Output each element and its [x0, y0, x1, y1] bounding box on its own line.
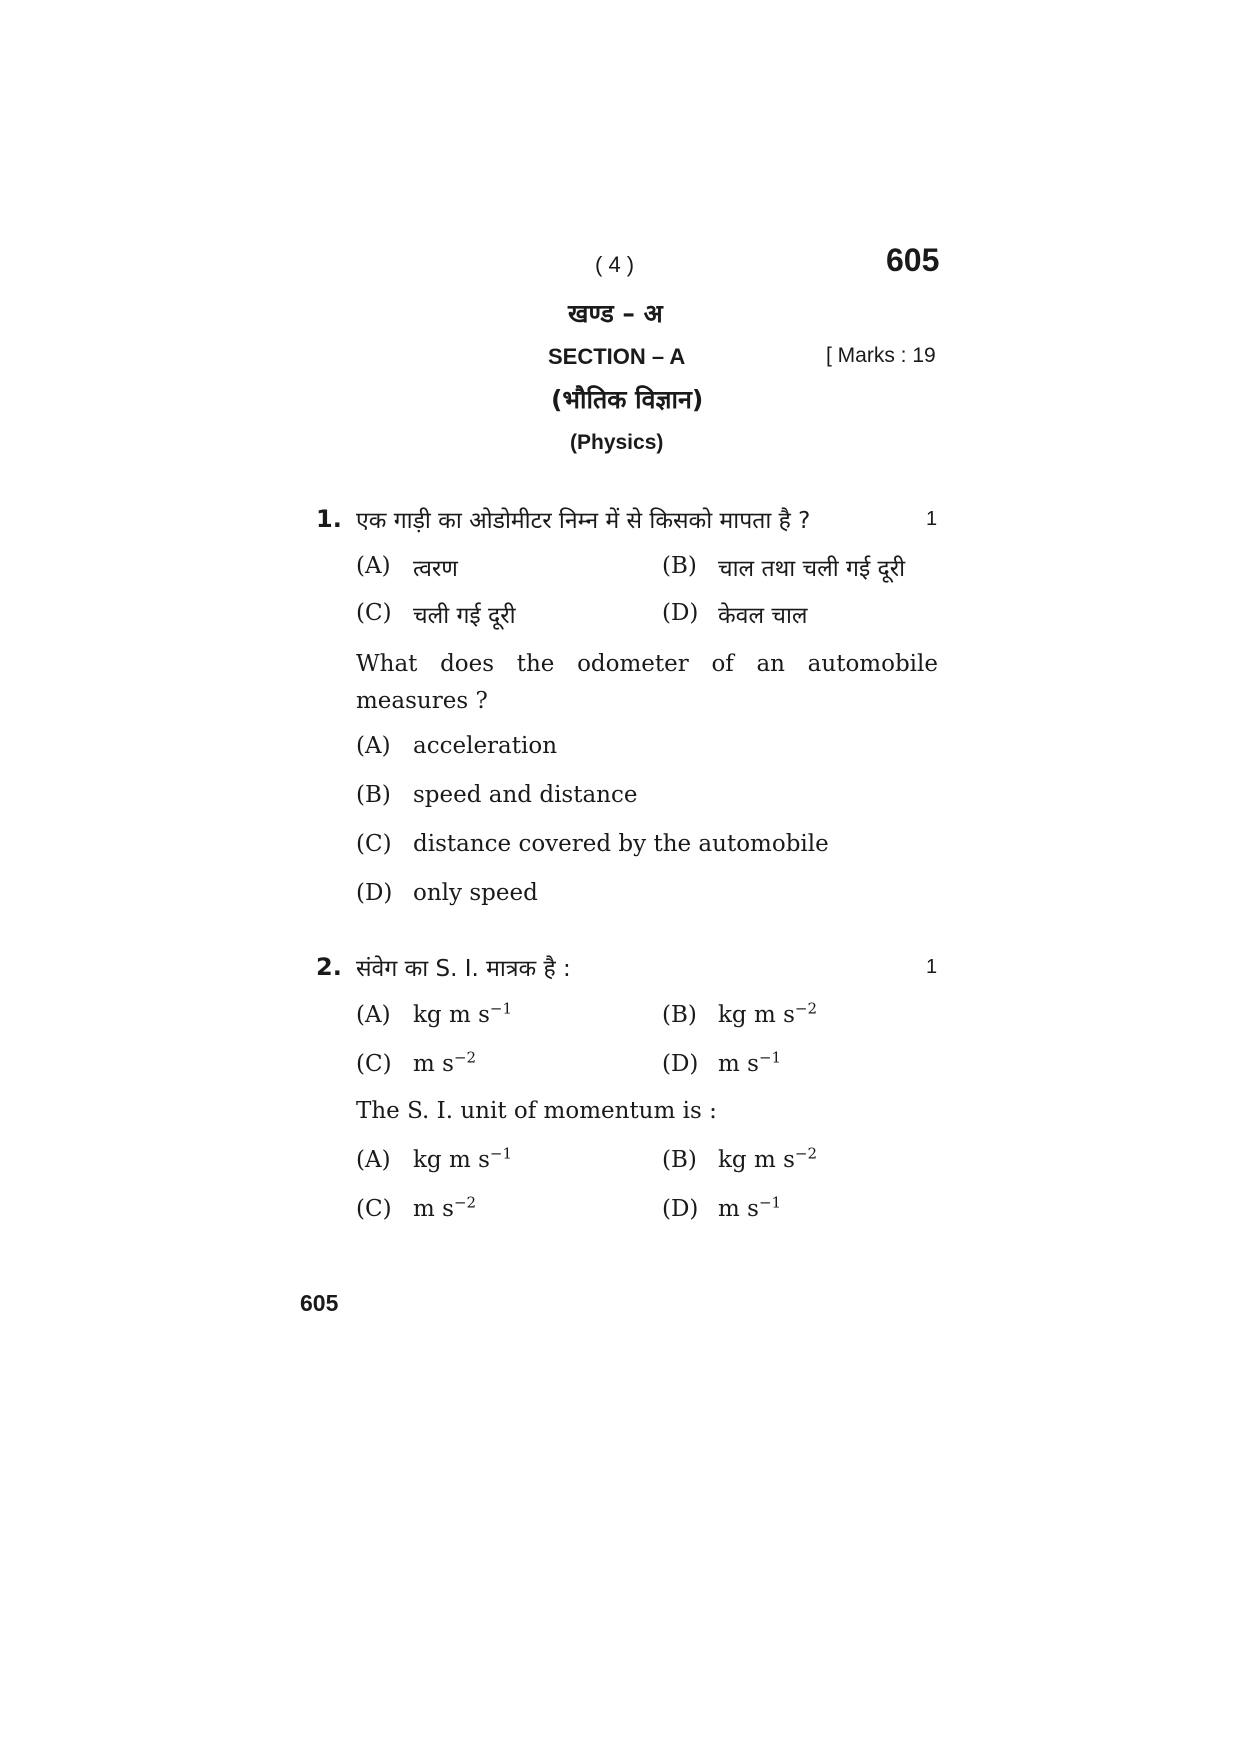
subject-title-hindi: (भौतिक विज्ञान)	[551, 385, 704, 414]
q2-hindi-option-b: kg m $s^{-2}$	[718, 999, 818, 1028]
question-1-number: 1.	[316, 505, 342, 533]
question-2-text-hindi: संवेग का S. I. मात्रक है :	[356, 956, 571, 982]
paper-code-footer: 605	[300, 1290, 339, 1316]
section-title-hindi: खण्ड – अ	[568, 299, 663, 328]
section-marks: [ Marks : 19	[826, 344, 936, 367]
q1-option-c-label: (C)	[356, 831, 392, 857]
question-1-text: What does the odometer of an automobile measures ?	[356, 651, 938, 714]
section-title: SECTION – A	[548, 344, 686, 369]
q1-option-b-label: (B)	[356, 782, 391, 808]
q1-hindi-option-a: त्वरण	[413, 556, 458, 582]
q1-hindi-option-c-label: (C)	[356, 600, 392, 626]
q1-hindi-option-d-label: (D)	[662, 600, 699, 626]
q2-option-a: kg m $s^{-1}$	[413, 1144, 513, 1173]
q2-option-c: m $s^{-2}$	[413, 1193, 477, 1222]
q1-hindi-option-d: केवल चाल	[718, 603, 808, 629]
q1-option-c: distance covered by the automobile	[413, 831, 829, 857]
q2-option-c-label: (C)	[356, 1196, 392, 1222]
q2-hindi-option-a: kg m $s^{-1}$	[413, 999, 513, 1028]
q2-hindi-option-d-label: (D)	[662, 1051, 699, 1077]
q2-hindi-option-a-label: (A)	[356, 1002, 391, 1028]
question-1-marks: 1	[926, 508, 938, 530]
q2-hindi-option-c-label: (C)	[356, 1051, 392, 1077]
q1-hindi-option-a-label: (A)	[356, 553, 391, 579]
q1-option-a: acceleration	[413, 733, 558, 759]
q1-option-d: only speed	[413, 880, 538, 906]
subject-title: (Physics)	[570, 431, 664, 454]
q1-option-b: speed and distance	[413, 782, 638, 808]
q2-option-d-label: (D)	[662, 1196, 699, 1222]
q2-option-a-label: (A)	[356, 1147, 391, 1173]
q1-hindi-option-b-label: (B)	[662, 553, 697, 579]
q2-option-d: m $s^{-1}$	[718, 1193, 782, 1222]
question-2-number: 2.	[316, 953, 342, 981]
page-number: ( 4 )	[595, 252, 635, 277]
q2-hindi-option-c: m $s^{-2}$	[413, 1048, 477, 1077]
q2-option-b-label: (B)	[662, 1147, 697, 1173]
q1-hindi-option-c: चली गई दूरी	[413, 603, 516, 629]
q1-hindi-option-b: चाल तथा चली गई दूरी	[718, 556, 906, 582]
q2-hindi-option-d: m $s^{-1}$	[718, 1048, 782, 1077]
question-2-text: The S. I. unit of momentum is :	[356, 1098, 717, 1124]
question-1-text-hindi: एक गाड़ी का ओडोमीटर निम्न में से किसको मापता है ?	[356, 508, 811, 534]
paper-code-top: 605	[886, 242, 940, 278]
q2-option-b: kg m $s^{-2}$	[718, 1144, 818, 1173]
question-2-marks: 1	[926, 956, 938, 978]
q2-hindi-option-b-label: (B)	[662, 1002, 697, 1028]
q1-option-a-label: (A)	[356, 733, 391, 759]
q1-option-d-label: (D)	[356, 880, 393, 906]
